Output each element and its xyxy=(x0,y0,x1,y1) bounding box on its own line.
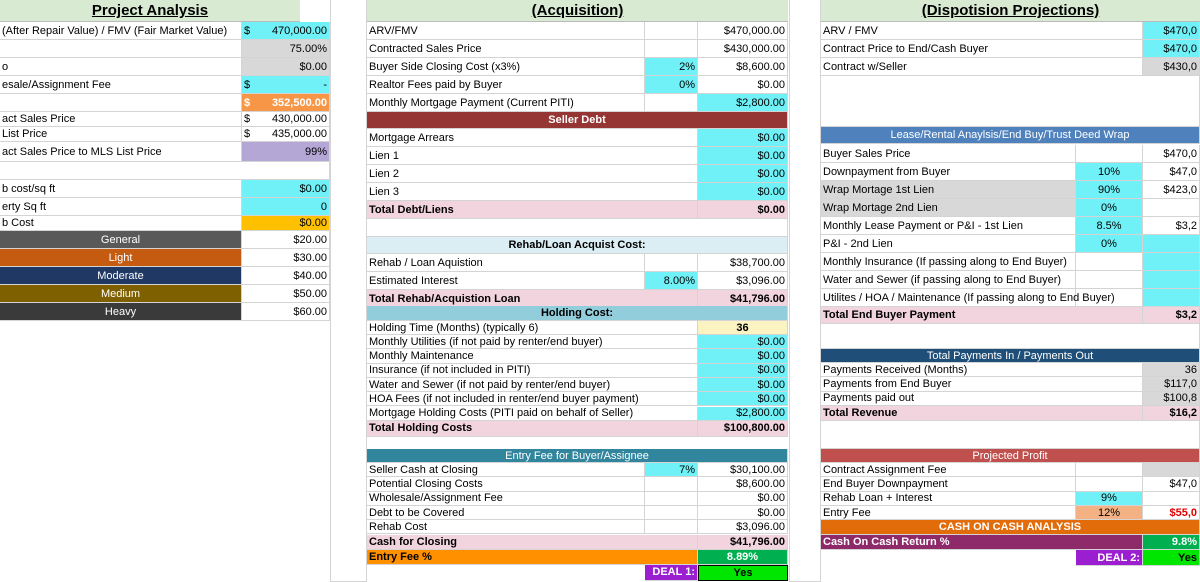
profit-label: Contract Assignment Fee xyxy=(821,463,1076,477)
lease-pct xyxy=(1076,289,1143,307)
entry-value: $8,600.00 xyxy=(698,477,788,491)
seller-debt-label: Lien 3 xyxy=(367,183,698,201)
profit-pct xyxy=(1076,463,1143,477)
acq-label: Buyer Side Closing Cost (x3%) xyxy=(367,58,645,76)
payments-value: $100,8 xyxy=(1143,392,1200,406)
cash-for-closing-value: $41,796.00 xyxy=(698,535,788,550)
lease-pct xyxy=(1076,271,1143,289)
lease-pct[interactable]: 0% xyxy=(1076,199,1143,217)
cash-for-closing-label: Cash for Closing xyxy=(367,535,698,550)
lease-value[interactable] xyxy=(1143,289,1200,307)
total-debt-label: Total Debt/Liens xyxy=(367,201,698,219)
payments-label: Payments paid out xyxy=(821,392,1143,406)
lease-pct[interactable]: 0% xyxy=(1076,235,1143,253)
lease-label: Utilites / HOA / Maintenance (If passing along to End Buyer) xyxy=(821,289,1076,307)
lease-pct[interactable]: 10% xyxy=(1076,163,1143,181)
lease-label: Wrap Mortage 2nd Lien xyxy=(821,199,1076,217)
lease-label: Monthly Insurance (If passing along to End Buyer) xyxy=(821,253,1076,271)
lease-value[interactable] xyxy=(1143,253,1200,271)
profit-title: Projected Profit xyxy=(821,449,1200,463)
rehab-loan-label: Estimated Interest xyxy=(367,272,645,290)
arv-label: (After Repair Value) / FMV (Fair Market Value) xyxy=(0,22,242,40)
entry-label: Seller Cash at Closing xyxy=(367,463,645,477)
acq-label: Monthly Mortgage Payment (Current PITI) xyxy=(367,94,645,112)
holding-value[interactable]: $0.00 xyxy=(698,349,788,363)
holding-label: HOA Fees (if not included in renter/end buyer payment) xyxy=(367,392,698,406)
holding-value[interactable]: $0.00 xyxy=(698,392,788,406)
entry-pct[interactable]: 7% xyxy=(645,463,698,477)
spacer-col-1 xyxy=(330,0,367,582)
seller-debt-value[interactable]: $0.00 xyxy=(698,147,788,165)
arv-value[interactable]: $ 470,000.00 xyxy=(242,22,330,40)
total-rehab-label: Total Rehab/Acquistion Loan xyxy=(367,290,698,308)
lease-value: $3,2 xyxy=(1143,217,1200,235)
entry-label: Wholesale/Assignment Fee xyxy=(367,492,645,506)
rehab-cost-value: $0.00 xyxy=(242,216,330,231)
rehab-level-moderate: Moderate xyxy=(0,267,242,285)
acq-pct[interactable]: 2% xyxy=(645,58,698,76)
payments-value: $117,0 xyxy=(1143,377,1200,391)
entry-label: Rehab Cost xyxy=(367,520,645,534)
profit-pct[interactable]: 9% xyxy=(1076,492,1143,506)
holding-label: Insurance (if not included in PITI) xyxy=(367,364,698,378)
rehab-level-general: General xyxy=(0,231,242,249)
entry-pct xyxy=(645,477,698,491)
lease-pct[interactable]: 8.5% xyxy=(1076,217,1143,235)
lease-value: $423,0 xyxy=(1143,181,1200,199)
mao-label xyxy=(0,94,242,112)
lease-label: P&I - 2nd Lien xyxy=(821,235,1076,253)
entry-pct xyxy=(645,506,698,520)
payments-value: 36 xyxy=(1143,363,1200,377)
pct-label xyxy=(0,40,242,58)
lease-value: $47,0 xyxy=(1143,163,1200,181)
entry-pct xyxy=(645,492,698,506)
rehab-loan-label: Rehab / Loan Aquistion xyxy=(367,254,645,272)
profit-pct xyxy=(1076,477,1143,491)
coc-title: CASH ON CASH ANALYSIS xyxy=(821,520,1200,535)
acq-pct xyxy=(645,40,698,58)
row-o-label: o xyxy=(0,58,242,76)
total-rehab-value: $41,796.00 xyxy=(698,290,788,308)
holding-value[interactable]: $0.00 xyxy=(698,335,788,349)
seller-debt-label: Lien 1 xyxy=(367,147,698,165)
acquisition-header: (Acquisition) xyxy=(367,0,788,22)
acq-value: $0.00 xyxy=(698,76,788,94)
seller-debt-title: Seller Debt xyxy=(367,112,788,129)
payments-title: Total Payments In / Payments Out xyxy=(821,349,1200,363)
total-revenue-label: Total Revenue xyxy=(821,406,1143,421)
rehab-loan-pct[interactable]: 8.00% xyxy=(645,272,698,290)
rehab-cost-label: b Cost xyxy=(0,216,242,231)
lease-title: Lease/Rental Anaylsis/End Buy/Trust Deed Wrap xyxy=(821,127,1200,144)
sales-to-list-value: 99% xyxy=(242,142,330,162)
deal-1-value: Yes xyxy=(698,565,788,581)
rehab-sqft-cost-label: b cost/sq ft xyxy=(0,180,242,198)
total-revenue-value: $16,2 xyxy=(1143,406,1200,421)
assignment-fee-value[interactable]: $ - xyxy=(242,76,330,94)
total-end-buyer-label: Total End Buyer Payment xyxy=(821,307,1143,324)
rehab-level-value: $40.00 xyxy=(242,267,330,285)
acq-pct xyxy=(645,22,698,40)
disposition-header: (Dispotision Projections) xyxy=(821,0,1200,22)
disp-value: $430,0 xyxy=(1143,58,1200,76)
rehab-level-medium: Medium xyxy=(0,285,242,303)
profit-value xyxy=(1143,463,1200,477)
lease-value[interactable] xyxy=(1143,235,1200,253)
lease-value: $470,0 xyxy=(1143,145,1200,163)
entry-label: Debt to be Covered xyxy=(367,506,645,520)
entry-fee-title: Entry Fee for Buyer/Assignee xyxy=(367,449,788,463)
pct-value[interactable]: 75.00% xyxy=(242,40,330,58)
seller-debt-value[interactable]: $0.00 xyxy=(698,183,788,201)
profit-label: End Buyer Downpayment xyxy=(821,477,1076,491)
list-price-label: List Price xyxy=(0,127,242,142)
spacer-col-2 xyxy=(789,0,821,582)
acq-pct[interactable]: 0% xyxy=(645,76,698,94)
deal-2-value: Yes xyxy=(1143,550,1200,566)
lease-label: Buyer Sales Price xyxy=(821,145,1076,163)
deal-2-label: DEAL 2: xyxy=(1076,550,1143,566)
lease-label: Wrap Mortage 1st Lien xyxy=(821,181,1076,199)
disp-label: Contract w/Seller xyxy=(821,58,1143,76)
row-o-value[interactable]: $0.00 xyxy=(242,58,330,76)
coc-label: Cash On Cash Return % xyxy=(821,535,1143,550)
entry-value: $0.00 xyxy=(698,506,788,520)
property-sqft-value[interactable]: 0 xyxy=(242,198,330,216)
rehab-level-value: $20.00 xyxy=(242,231,330,249)
blank-row xyxy=(821,322,1200,349)
entry-fee-pct-value: 8.89% xyxy=(698,550,788,565)
entry-pct xyxy=(645,520,698,534)
acq-value[interactable]: $2,800.00 xyxy=(698,94,788,112)
seller-debt-value[interactable]: $0.00 xyxy=(698,129,788,147)
holding-value[interactable]: $0.00 xyxy=(698,364,788,378)
acq-value: $430,000.00 xyxy=(698,40,788,58)
acq-pct xyxy=(645,94,698,112)
lease-label: Downpayment from Buyer xyxy=(821,163,1076,181)
acq-label: Realtor Fees paid by Buyer xyxy=(367,76,645,94)
payments-label: Payments from End Buyer xyxy=(821,377,1143,391)
profit-value: $47,0 xyxy=(1143,477,1200,491)
seller-debt-label: Lien 2 xyxy=(367,165,698,183)
rehab-level-heavy: Heavy xyxy=(0,303,242,321)
disp-value[interactable]: $470,0 xyxy=(1143,22,1200,40)
rehab-level-value: $30.00 xyxy=(242,249,330,267)
rehab-level-value: $50.00 xyxy=(242,285,330,303)
rehab-loan-value: $38,700.00 xyxy=(698,254,788,272)
coc-value: 9.8% xyxy=(1143,535,1200,550)
entry-value: $0.00 xyxy=(698,492,788,506)
rehab-level-value: $60.00 xyxy=(242,303,330,321)
acq-label: ARV/FMV xyxy=(367,22,645,40)
entry-value: $3,096.00 xyxy=(698,520,788,534)
entry-value: $30,100.00 xyxy=(698,463,788,477)
entry-label: Potential Closing Costs xyxy=(367,477,645,491)
total-end-buyer-value: $3,2 xyxy=(1143,307,1200,324)
profit-pct[interactable]: 12% xyxy=(1076,506,1143,520)
disp-label: ARV / FMV xyxy=(821,22,1143,40)
profit-value: $55,0 xyxy=(1143,506,1200,520)
contract-sales-value: $ 430,000.00 xyxy=(242,112,330,127)
property-sqft-label: erty Sq ft xyxy=(0,198,242,216)
blank-row xyxy=(367,219,788,237)
holding-value[interactable]: $0.00 xyxy=(698,378,788,392)
lease-pct xyxy=(1076,145,1143,163)
sales-to-list-label: act Sales Price to MLS List Price xyxy=(0,142,242,162)
holding-time-label: Holding Time (Months) (typically 6) xyxy=(367,321,698,335)
contract-sales-label: act Sales Price xyxy=(0,112,242,127)
blank-row xyxy=(821,76,1200,127)
holding-label: Monthly Maintenance xyxy=(367,349,698,363)
entry-fee-pct-label: Entry Fee % xyxy=(367,550,698,565)
total-debt-value: $0.00 xyxy=(698,201,788,219)
acq-value: $8,600.00 xyxy=(698,58,788,76)
payments-label: Payments Received (Months) xyxy=(821,363,1143,377)
mao-value: $ 352,500.00 xyxy=(242,94,330,112)
disp-value[interactable]: $470,0 xyxy=(1143,40,1200,58)
lease-value[interactable] xyxy=(1143,271,1200,289)
profit-label: Rehab Loan + Interest xyxy=(821,492,1076,506)
rehab-loan-title: Rehab/Loan Acquist Cost: xyxy=(367,237,788,254)
profit-label: Entry Fee xyxy=(821,506,1076,520)
holding-time-value[interactable]: 36 xyxy=(698,321,788,335)
holding-title: Holding Cost: xyxy=(367,306,788,321)
blank-row xyxy=(821,421,1200,449)
deal-1-label: DEAL 1: xyxy=(645,565,698,581)
lease-pct[interactable]: 90% xyxy=(1076,181,1143,199)
holding-label: Mortgage Holding Costs (PITI paid on behalf of Seller) xyxy=(367,407,698,421)
holding-label: Water and Sewer (if not paid by renter/end buyer) xyxy=(367,378,698,392)
rehab-loan-value: $3,096.00 xyxy=(698,272,788,290)
lease-label: Monthly Lease Payment or P&I - 1st Lien xyxy=(821,217,1076,235)
lease-value xyxy=(1143,199,1200,217)
blank-row xyxy=(0,162,330,180)
seller-debt-label: Mortgage Arrears xyxy=(367,129,698,147)
total-holding-value: $100,800.00 xyxy=(698,421,788,437)
acq-value: $470,000.00 xyxy=(698,22,788,40)
project-analysis-header: Project Analysis xyxy=(0,0,300,22)
lease-pct xyxy=(1076,253,1143,271)
profit-value xyxy=(1143,492,1200,506)
holding-value[interactable]: $2,800.00 xyxy=(698,407,788,421)
lease-label: Water and Sewer (if passing along to End Buyer) xyxy=(821,271,1076,289)
rehab-level-light: Light xyxy=(0,249,242,267)
list-price-value: $ 435,000.00 xyxy=(242,127,330,142)
holding-label: Monthly Utilities (if not paid by renter/end buyer) xyxy=(367,335,698,349)
seller-debt-value[interactable]: $0.00 xyxy=(698,165,788,183)
rehab-loan-pct xyxy=(645,254,698,272)
total-holding-label: Total Holding Costs xyxy=(367,421,698,437)
disp-label: Contract Price to End/Cash Buyer xyxy=(821,40,1143,58)
assignment-fee-label: esale/Assignment Fee xyxy=(0,76,242,94)
acq-label: Contracted Sales Price xyxy=(367,40,645,58)
rehab-sqft-cost-value[interactable]: $0.00 xyxy=(242,180,330,198)
